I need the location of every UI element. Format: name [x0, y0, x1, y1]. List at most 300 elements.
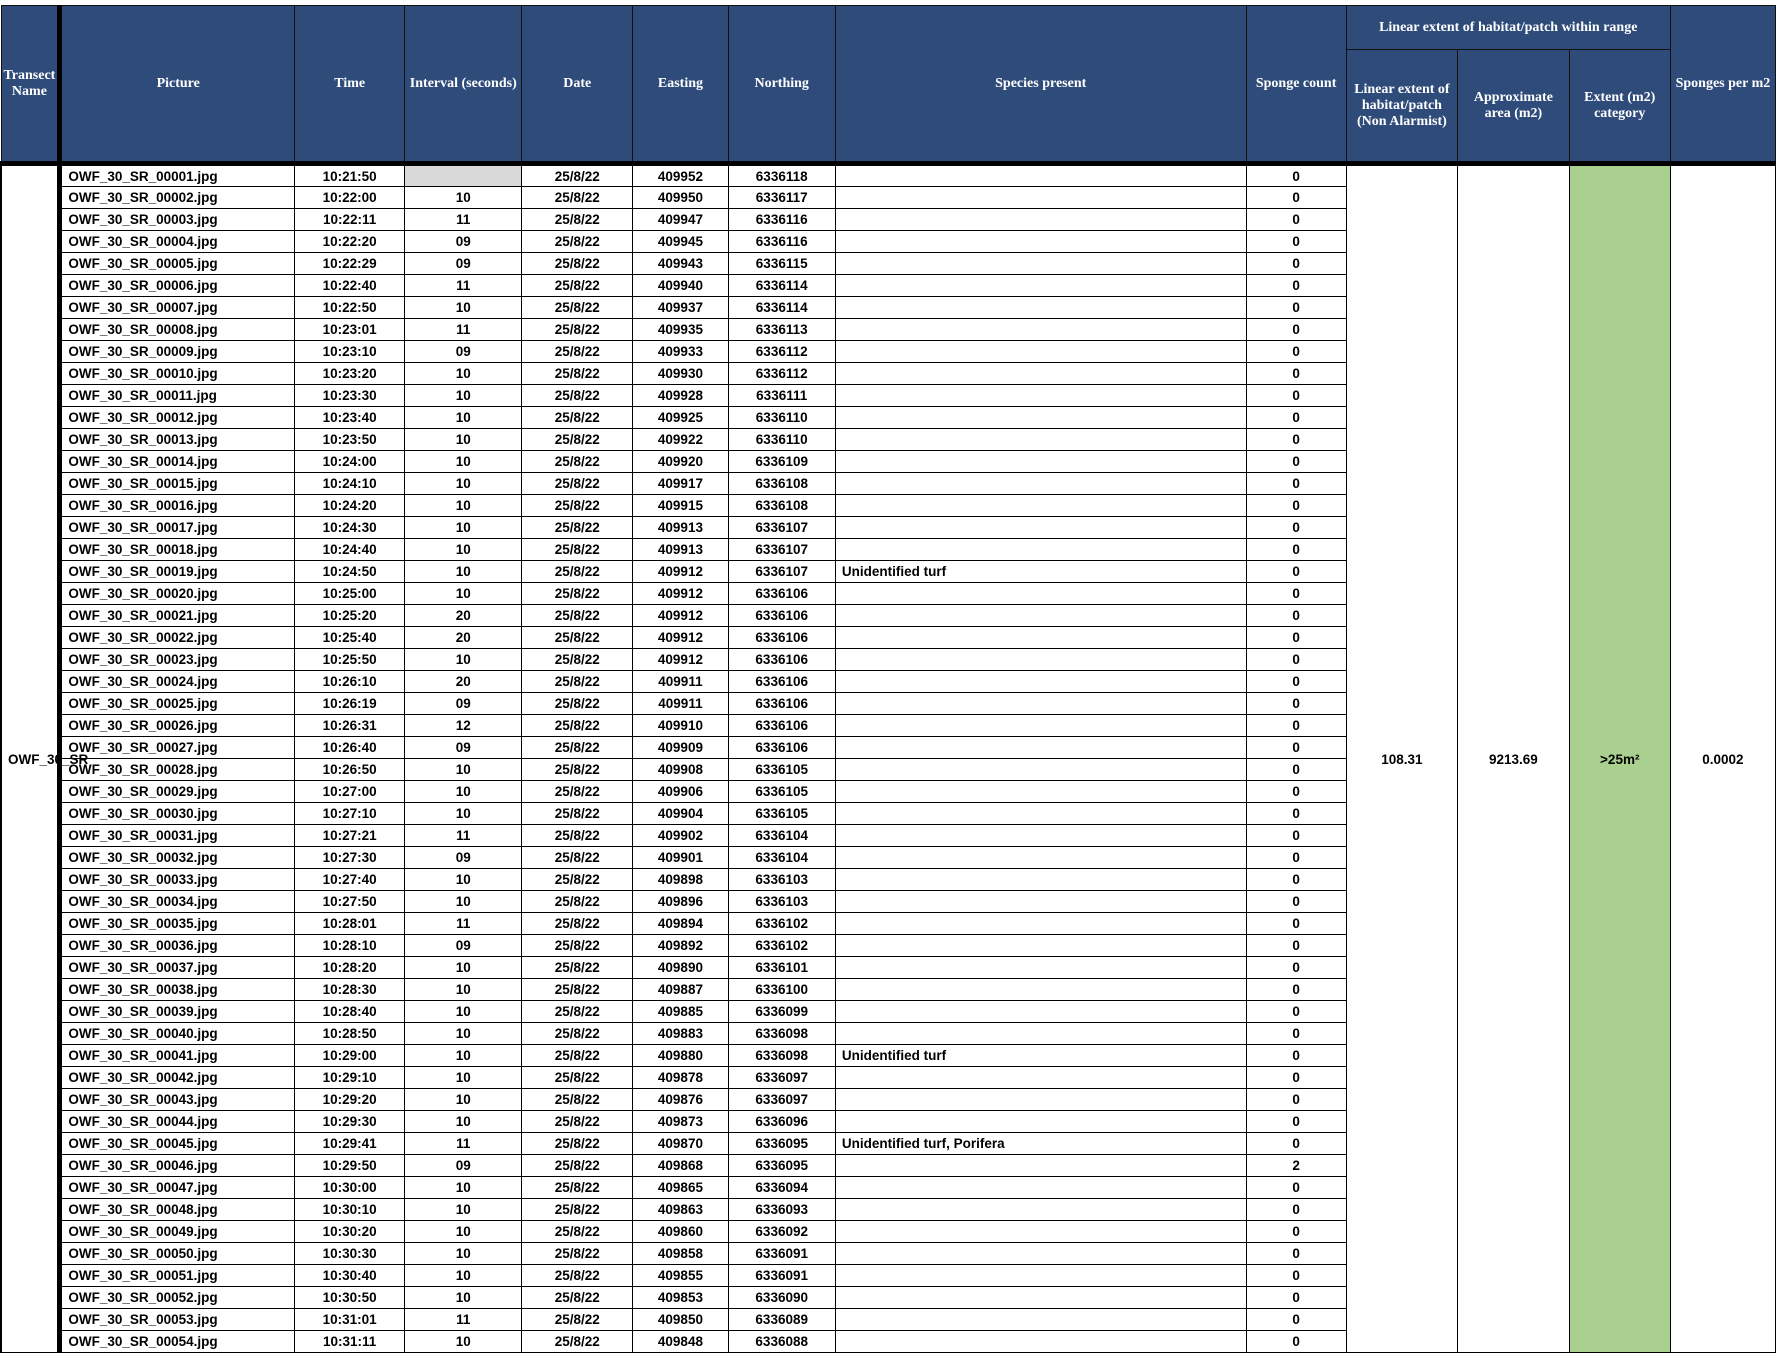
- date-cell: 25/8/22: [522, 1133, 633, 1155]
- picture-cell: OWF_30_SR_00039.jpg: [60, 1001, 295, 1023]
- interval-cell: 10: [405, 649, 522, 671]
- date-cell: 25/8/22: [522, 1265, 633, 1287]
- easting-cell: 409885: [633, 1001, 728, 1023]
- time-cell: 10:26:50: [295, 759, 405, 781]
- time-cell: 10:24:00: [295, 451, 405, 473]
- date-cell: 25/8/22: [522, 297, 633, 319]
- northing-cell: 6336093: [728, 1199, 835, 1221]
- time-cell: 10:28:50: [295, 1023, 405, 1045]
- easting-cell: 409943: [633, 253, 728, 275]
- northing-cell: 6336106: [728, 715, 835, 737]
- species-cell: [835, 363, 1246, 385]
- picture-cell: OWF_30_SR_00009.jpg: [60, 341, 295, 363]
- date-cell: 25/8/22: [522, 671, 633, 693]
- date-cell: 25/8/22: [522, 473, 633, 495]
- sponge-count-cell: 0: [1246, 737, 1346, 759]
- date-cell: 25/8/22: [522, 164, 633, 187]
- picture-cell: OWF_30_SR_00042.jpg: [60, 1067, 295, 1089]
- picture-cell: OWF_30_SR_00008.jpg: [60, 319, 295, 341]
- time-cell: 10:22:20: [295, 231, 405, 253]
- species-cell: [835, 451, 1246, 473]
- time-cell: 10:24:10: [295, 473, 405, 495]
- interval-cell: 12: [405, 715, 522, 737]
- time-cell: 10:28:30: [295, 979, 405, 1001]
- northing-cell: 6336091: [728, 1265, 835, 1287]
- interval-cell: 11: [405, 913, 522, 935]
- time-cell: 10:29:20: [295, 1089, 405, 1111]
- sponge-count-cell: 0: [1246, 231, 1346, 253]
- interval-cell: 10: [405, 1111, 522, 1133]
- easting-cell: 409896: [633, 891, 728, 913]
- northing-cell: 6336105: [728, 803, 835, 825]
- sponge-count-cell: 0: [1246, 363, 1346, 385]
- picture-cell: OWF_30_SR_00012.jpg: [60, 407, 295, 429]
- time-cell: 10:26:31: [295, 715, 405, 737]
- species-cell: [835, 583, 1246, 605]
- northing-cell: 6336094: [728, 1177, 835, 1199]
- time-cell: 10:24:40: [295, 539, 405, 561]
- picture-cell: OWF_30_SR_00029.jpg: [60, 781, 295, 803]
- species-cell: [835, 517, 1246, 539]
- picture-cell: OWF_30_SR_00018.jpg: [60, 539, 295, 561]
- northing-cell: 6336108: [728, 495, 835, 517]
- time-cell: 10:26:40: [295, 737, 405, 759]
- time-cell: 10:28:20: [295, 957, 405, 979]
- sponge-count-cell: 0: [1246, 671, 1346, 693]
- easting-cell: 409880: [633, 1045, 728, 1067]
- easting-cell: 409933: [633, 341, 728, 363]
- picture-cell: OWF_30_SR_00035.jpg: [60, 913, 295, 935]
- easting-cell: 409850: [633, 1309, 728, 1331]
- time-cell: 10:31:11: [295, 1331, 405, 1353]
- date-cell: 25/8/22: [522, 715, 633, 737]
- sponge-count-cell: 0: [1246, 164, 1346, 187]
- interval-cell: 10: [405, 1221, 522, 1243]
- date-cell: 25/8/22: [522, 561, 633, 583]
- date-cell: 25/8/22: [522, 1111, 633, 1133]
- northing-cell: 6336098: [728, 1023, 835, 1045]
- sponge-count-cell: 0: [1246, 869, 1346, 891]
- interval-cell: 10: [405, 363, 522, 385]
- interval-cell: 09: [405, 847, 522, 869]
- picture-cell: OWF_30_SR_00013.jpg: [60, 429, 295, 451]
- interval-cell: 10: [405, 1023, 522, 1045]
- picture-cell: OWF_30_SR_00003.jpg: [60, 209, 295, 231]
- sponge-count-cell: 0: [1246, 319, 1346, 341]
- easting-cell: 409848: [633, 1331, 728, 1353]
- interval-cell: 10: [405, 979, 522, 1001]
- sponge-count-cell: 0: [1246, 539, 1346, 561]
- sponge-count-cell: 0: [1246, 1111, 1346, 1133]
- sponge-count-cell: 0: [1246, 1331, 1346, 1353]
- northing-cell: 6336107: [728, 539, 835, 561]
- sponge-count-cell: 0: [1246, 297, 1346, 319]
- northing-cell: 6336106: [728, 605, 835, 627]
- species-cell: [835, 385, 1246, 407]
- species-cell: [835, 913, 1246, 935]
- header-extent-category: Extent (m2) category: [1569, 50, 1670, 164]
- interval-cell: 09: [405, 341, 522, 363]
- date-cell: 25/8/22: [522, 187, 633, 209]
- interval-cell: 11: [405, 1309, 522, 1331]
- interval-cell: 20: [405, 671, 522, 693]
- time-cell: 10:30:00: [295, 1177, 405, 1199]
- sponge-count-cell: 0: [1246, 781, 1346, 803]
- interval-cell: 10: [405, 429, 522, 451]
- picture-cell: OWF_30_SR_00046.jpg: [60, 1155, 295, 1177]
- interval-cell: 10: [405, 517, 522, 539]
- species-cell: [835, 341, 1246, 363]
- easting-cell: 409913: [633, 517, 728, 539]
- time-cell: 10:21:50: [295, 164, 405, 187]
- time-cell: 10:22:29: [295, 253, 405, 275]
- easting-cell: 409892: [633, 935, 728, 957]
- easting-cell: 409940: [633, 275, 728, 297]
- sponge-count-cell: 0: [1246, 1089, 1346, 1111]
- easting-cell: 409912: [633, 605, 728, 627]
- northing-cell: 6336097: [728, 1089, 835, 1111]
- sponge-count-cell: 0: [1246, 275, 1346, 297]
- species-cell: [835, 759, 1246, 781]
- picture-cell: OWF_30_SR_00027.jpg: [60, 737, 295, 759]
- species-cell: [835, 539, 1246, 561]
- easting-cell: 409870: [633, 1133, 728, 1155]
- easting-cell: 409928: [633, 385, 728, 407]
- date-cell: 25/8/22: [522, 209, 633, 231]
- time-cell: 10:30:40: [295, 1265, 405, 1287]
- easting-cell: 409912: [633, 627, 728, 649]
- time-cell: 10:23:30: [295, 385, 405, 407]
- northing-cell: 6336099: [728, 1001, 835, 1023]
- interval-cell: 09: [405, 737, 522, 759]
- sponge-count-cell: 0: [1246, 715, 1346, 737]
- sponge-count-cell: 0: [1246, 847, 1346, 869]
- date-cell: 25/8/22: [522, 605, 633, 627]
- species-cell: [835, 891, 1246, 913]
- sponge-count-cell: 0: [1246, 913, 1346, 935]
- date-cell: 25/8/22: [522, 1089, 633, 1111]
- northing-cell: 6336097: [728, 1067, 835, 1089]
- species-cell: [835, 1331, 1246, 1353]
- header-sponge-count: Sponge count: [1246, 6, 1346, 164]
- easting-cell: 409915: [633, 495, 728, 517]
- interval-cell: 10: [405, 1089, 522, 1111]
- header-approximate-area: Approximate area (m2): [1458, 50, 1570, 164]
- sponge-count-cell: 2: [1246, 1155, 1346, 1177]
- date-cell: 25/8/22: [522, 363, 633, 385]
- easting-cell: 409858: [633, 1243, 728, 1265]
- easting-cell: 409855: [633, 1265, 728, 1287]
- sponges-per-m2-cell: 0.0002: [1670, 164, 1775, 1353]
- time-cell: 10:27:40: [295, 869, 405, 891]
- time-cell: 10:27:21: [295, 825, 405, 847]
- time-cell: 10:25:20: [295, 605, 405, 627]
- easting-cell: 409876: [633, 1089, 728, 1111]
- northing-cell: 6336088: [728, 1331, 835, 1353]
- picture-cell: OWF_30_SR_00040.jpg: [60, 1023, 295, 1045]
- species-cell: [835, 869, 1246, 891]
- sponge-count-cell: 0: [1246, 979, 1346, 1001]
- date-cell: 25/8/22: [522, 781, 633, 803]
- interval-cell: [405, 164, 522, 187]
- time-cell: 10:29:00: [295, 1045, 405, 1067]
- northing-cell: 6336111: [728, 385, 835, 407]
- species-cell: [835, 627, 1246, 649]
- easting-cell: 409930: [633, 363, 728, 385]
- sponge-count-cell: 0: [1246, 627, 1346, 649]
- date-cell: 25/8/22: [522, 253, 633, 275]
- time-cell: 10:28:40: [295, 1001, 405, 1023]
- sponge-count-cell: 0: [1246, 517, 1346, 539]
- sponge-count-cell: 0: [1246, 187, 1346, 209]
- picture-cell: OWF_30_SR_00038.jpg: [60, 979, 295, 1001]
- sponge-count-cell: 0: [1246, 1133, 1346, 1155]
- northing-cell: 6336115: [728, 253, 835, 275]
- date-cell: 25/8/22: [522, 385, 633, 407]
- interval-cell: 10: [405, 803, 522, 825]
- interval-cell: 11: [405, 319, 522, 341]
- easting-cell: 409863: [633, 1199, 728, 1221]
- sponge-count-cell: 0: [1246, 1309, 1346, 1331]
- time-cell: 10:27:10: [295, 803, 405, 825]
- easting-cell: 409853: [633, 1287, 728, 1309]
- easting-cell: 409912: [633, 561, 728, 583]
- time-cell: 10:24:20: [295, 495, 405, 517]
- easting-cell: 409878: [633, 1067, 728, 1089]
- time-cell: 10:26:19: [295, 693, 405, 715]
- picture-cell: OWF_30_SR_00001.jpg: [60, 164, 295, 187]
- easting-cell: 409860: [633, 1221, 728, 1243]
- species-cell: [835, 1265, 1246, 1287]
- species-cell: [835, 693, 1246, 715]
- date-cell: 25/8/22: [522, 583, 633, 605]
- date-cell: 25/8/22: [522, 1287, 633, 1309]
- interval-cell: 10: [405, 1199, 522, 1221]
- date-cell: 25/8/22: [522, 451, 633, 473]
- date-cell: 25/8/22: [522, 1243, 633, 1265]
- date-cell: 25/8/22: [522, 495, 633, 517]
- species-cell: [835, 1111, 1246, 1133]
- easting-cell: 409894: [633, 913, 728, 935]
- time-cell: 10:29:41: [295, 1133, 405, 1155]
- header-picture: Picture: [60, 6, 295, 164]
- interval-cell: 10: [405, 1001, 522, 1023]
- species-cell: [835, 1155, 1246, 1177]
- sponge-count-cell: 0: [1246, 451, 1346, 473]
- species-cell: [835, 1001, 1246, 1023]
- easting-cell: 409925: [633, 407, 728, 429]
- interval-cell: 11: [405, 209, 522, 231]
- easting-cell: 409873: [633, 1111, 728, 1133]
- date-cell: 25/8/22: [522, 275, 633, 297]
- date-cell: 25/8/22: [522, 1001, 633, 1023]
- species-cell: [835, 495, 1246, 517]
- species-cell: [835, 253, 1246, 275]
- easting-cell: 409922: [633, 429, 728, 451]
- date-cell: 25/8/22: [522, 693, 633, 715]
- interval-cell: 10: [405, 1045, 522, 1067]
- time-cell: 10:30:30: [295, 1243, 405, 1265]
- date-cell: 25/8/22: [522, 649, 633, 671]
- date-cell: 25/8/22: [522, 891, 633, 913]
- northing-cell: 6336098: [728, 1045, 835, 1067]
- date-cell: 25/8/22: [522, 341, 633, 363]
- easting-cell: 409912: [633, 583, 728, 605]
- easting-cell: 409912: [633, 649, 728, 671]
- picture-cell: OWF_30_SR_00024.jpg: [60, 671, 295, 693]
- northing-cell: 6336095: [728, 1133, 835, 1155]
- interval-cell: 10: [405, 759, 522, 781]
- picture-cell: OWF_30_SR_00004.jpg: [60, 231, 295, 253]
- easting-cell: 409865: [633, 1177, 728, 1199]
- sponge-count-cell: 0: [1246, 957, 1346, 979]
- picture-cell: OWF_30_SR_00036.jpg: [60, 935, 295, 957]
- interval-cell: 09: [405, 693, 522, 715]
- time-cell: 10:22:00: [295, 187, 405, 209]
- picture-cell: OWF_30_SR_00031.jpg: [60, 825, 295, 847]
- species-cell: [835, 473, 1246, 495]
- easting-cell: 409887: [633, 979, 728, 1001]
- time-cell: 10:23:40: [295, 407, 405, 429]
- easting-cell: 409908: [633, 759, 728, 781]
- header-linear-extent-non-alarmist: Linear extent of habitat/patch (Non Alarmist): [1346, 50, 1458, 164]
- date-cell: 25/8/22: [522, 935, 633, 957]
- northing-cell: 6336092: [728, 1221, 835, 1243]
- date-cell: 25/8/22: [522, 825, 633, 847]
- date-cell: 25/8/22: [522, 429, 633, 451]
- picture-cell: OWF_30_SR_00033.jpg: [60, 869, 295, 891]
- date-cell: 25/8/22: [522, 1045, 633, 1067]
- picture-cell: OWF_30_SR_00011.jpg: [60, 385, 295, 407]
- interval-cell: 20: [405, 627, 522, 649]
- picture-cell: OWF_30_SR_00014.jpg: [60, 451, 295, 473]
- species-cell: [835, 649, 1246, 671]
- transect-name-cell: [1, 164, 89, 1353]
- picture-cell: OWF_30_SR_00041.jpg: [60, 1045, 295, 1067]
- easting-cell: 409868: [633, 1155, 728, 1177]
- species-cell: [835, 407, 1246, 429]
- easting-cell: 409883: [633, 1023, 728, 1045]
- header-time: Time: [295, 6, 405, 164]
- time-cell: 10:30:10: [295, 1199, 405, 1221]
- picture-cell: OWF_30_SR_00045.jpg: [60, 1133, 295, 1155]
- picture-cell: OWF_30_SR_00016.jpg: [60, 495, 295, 517]
- northing-cell: 6336114: [728, 297, 835, 319]
- time-cell: 10:30:50: [295, 1287, 405, 1309]
- northing-cell: 6336116: [728, 209, 835, 231]
- header-date: Date: [522, 6, 633, 164]
- northing-cell: 6336105: [728, 759, 835, 781]
- interval-cell: 10: [405, 583, 522, 605]
- easting-cell: 409945: [633, 231, 728, 253]
- picture-cell: OWF_30_SR_00019.jpg: [60, 561, 295, 583]
- date-cell: 25/8/22: [522, 1067, 633, 1089]
- picture-cell: OWF_30_SR_00006.jpg: [60, 275, 295, 297]
- date-cell: 25/8/22: [522, 803, 633, 825]
- northing-cell: 6336095: [728, 1155, 835, 1177]
- sponge-count-cell: 0: [1246, 1177, 1346, 1199]
- sponge-count-cell: 0: [1246, 935, 1346, 957]
- interval-cell: 10: [405, 473, 522, 495]
- northing-cell: 6336105: [728, 781, 835, 803]
- picture-cell: OWF_30_SR_00025.jpg: [60, 693, 295, 715]
- date-cell: 25/8/22: [522, 1177, 633, 1199]
- header-interval: Interval (seconds): [405, 6, 522, 164]
- easting-cell: 409935: [633, 319, 728, 341]
- picture-cell: OWF_30_SR_00007.jpg: [60, 297, 295, 319]
- date-cell: 25/8/22: [522, 1155, 633, 1177]
- header-northing: Northing: [728, 6, 835, 164]
- sponge-count-cell: 0: [1246, 825, 1346, 847]
- sponge-count-cell: 0: [1246, 407, 1346, 429]
- interval-cell: 11: [405, 825, 522, 847]
- interval-cell: 10: [405, 407, 522, 429]
- date-cell: 25/8/22: [522, 869, 633, 891]
- species-cell: [835, 957, 1246, 979]
- header-easting: Easting: [633, 6, 728, 164]
- header-species-present: Species present: [835, 6, 1246, 164]
- habitat-survey-table: [0, 5, 1776, 1353]
- sponge-count-cell: 0: [1246, 495, 1346, 517]
- species-cell: [835, 781, 1246, 803]
- easting-cell: 409913: [633, 539, 728, 561]
- northing-cell: 6336104: [728, 847, 835, 869]
- interval-cell: 10: [405, 1177, 522, 1199]
- species-cell: [835, 847, 1246, 869]
- sponge-count-cell: 0: [1246, 473, 1346, 495]
- northing-cell: 6336101: [728, 957, 835, 979]
- species-cell: [835, 297, 1246, 319]
- northing-cell: 6336090: [728, 1287, 835, 1309]
- species-cell: [835, 737, 1246, 759]
- easting-cell: 409937: [633, 297, 728, 319]
- interval-cell: 09: [405, 231, 522, 253]
- picture-cell: OWF_30_SR_00050.jpg: [60, 1243, 295, 1265]
- species-cell: [835, 1287, 1246, 1309]
- picture-cell: OWF_30_SR_00048.jpg: [60, 1199, 295, 1221]
- sponge-count-cell: 0: [1246, 1243, 1346, 1265]
- picture-cell: OWF_30_SR_00032.jpg: [60, 847, 295, 869]
- date-cell: 25/8/22: [522, 979, 633, 1001]
- picture-cell: OWF_30_SR_00005.jpg: [60, 253, 295, 275]
- species-cell: [835, 164, 1246, 187]
- date-cell: 25/8/22: [522, 1331, 633, 1353]
- picture-cell: OWF_30_SR_00028.jpg: [60, 759, 295, 781]
- easting-cell: 409911: [633, 671, 728, 693]
- date-cell: 25/8/22: [522, 231, 633, 253]
- species-cell: [835, 1023, 1246, 1045]
- picture-cell: OWF_30_SR_00049.jpg: [60, 1221, 295, 1243]
- picture-cell: OWF_30_SR_00044.jpg: [60, 1111, 295, 1133]
- time-cell: 10:28:01: [295, 913, 405, 935]
- time-cell: 10:26:10: [295, 671, 405, 693]
- interval-cell: 09: [405, 935, 522, 957]
- northing-cell: 6336109: [728, 451, 835, 473]
- time-cell: 10:31:01: [295, 1309, 405, 1331]
- date-cell: 25/8/22: [522, 913, 633, 935]
- northing-cell: 6336110: [728, 407, 835, 429]
- northing-cell: 6336107: [728, 517, 835, 539]
- time-cell: 10:23:01: [295, 319, 405, 341]
- northing-cell: 6336112: [728, 363, 835, 385]
- picture-cell: OWF_30_SR_00023.jpg: [60, 649, 295, 671]
- sponge-count-cell: 0: [1246, 1067, 1346, 1089]
- species-cell: [835, 1243, 1246, 1265]
- easting-cell: 409901: [633, 847, 728, 869]
- species-cell: Unidentified turf: [835, 561, 1246, 583]
- extent-category-cell: >25m²: [1569, 164, 1670, 1353]
- species-cell: [835, 275, 1246, 297]
